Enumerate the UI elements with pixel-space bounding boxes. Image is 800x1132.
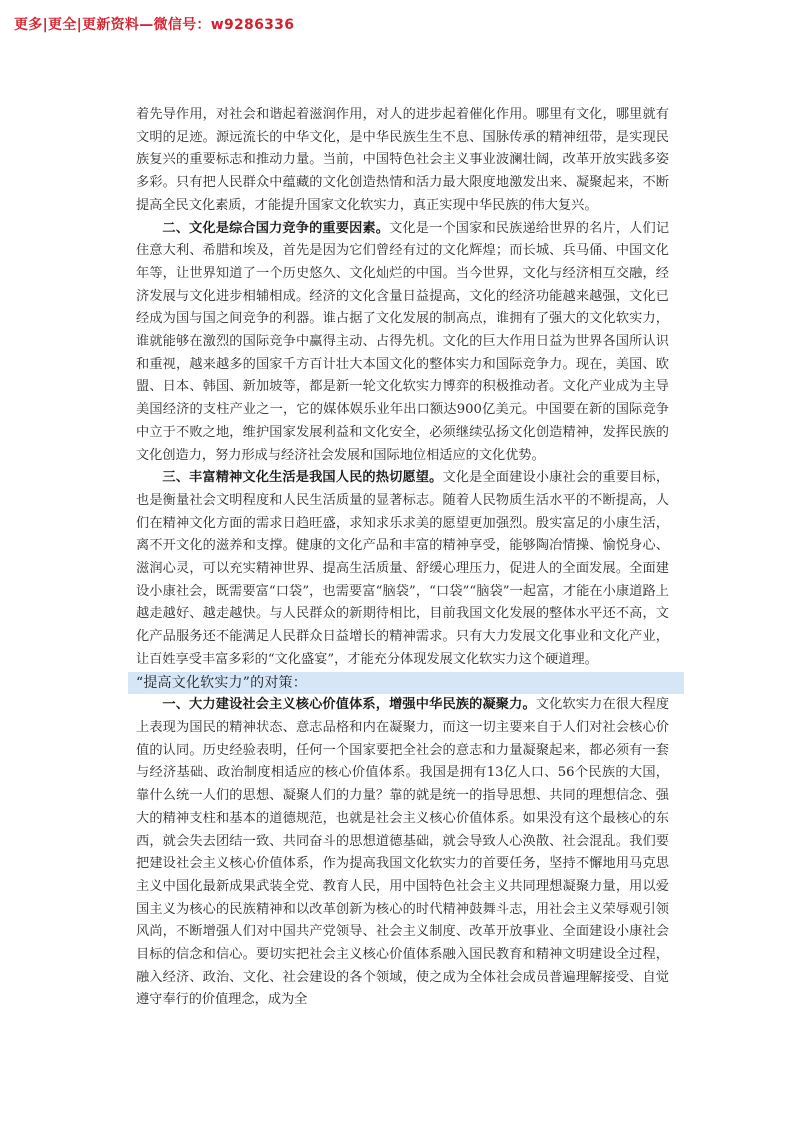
wechat-banner: 更多|更全|更新资料—微信号：w9286336	[14, 17, 295, 33]
paragraph-text: 着先导作用，对社会和谐起着滋润作用，对人的进步起着催化作用。哪里有文化，哪里就有文明的足迹。源远流长的中华文化，是中华民族生生不息、国脉传承的精神纽带，是实现民族复兴的重要标志和推动力量。当前，中国特色社会主义事业波澜壮阔，改革开放实践多姿多彩。只有把人民群众中蕴藏的文化创造热情和活力最大限度地激发出来、凝聚起来，不断提高全民文化素质，才能提升国家文化软实力，真正实现中华民族的伟大复兴。	[136, 107, 669, 213]
section-heading: “提高文化软实力”的对策：	[128, 672, 684, 695]
paragraph-point-2	[136, 218, 669, 468]
point-heading: 三、丰富精神文化生活是我国人民的热切愿望。	[162, 470, 443, 486]
paragraph-text: 文化是全面建设小康社会的重要目标，也是衡量社会文明程度和人民生活质量的显著标志。随着人民物质生活水平的不断提高，人们在精神文化方面的需求日趋旺盛，求知求乐求美的愿望更加强烈。殷实富足的小康生活，离不开文化的滋养和支撑。健康的文化产品和丰富的精神享受，能够陶冶情操、愉悦身心、滋润心灵，可以充实精神世界、提高生活质量、舒缓心理压力，促进人的全面发展。全面建设小康社会，既需要富“口袋”，也需要富“脑袋”，“口袋”“脑袋”一起富，才能在小康道路上越走越好、越走越快。与人民群众的新期待相比，目前我国文化发展的整体水平还不高，文化产品服务还不能满足人民群众日益增长的精神需求。只有大力发展文化事业和文化产业，让百姓享受丰富多彩的“文化盛宴”，才能充分体现发展文化软实力这个硬道理。	[136, 470, 670, 667]
paragraph-text: 文化是一个国家和民族递给世界的名片，人们记住意大利、希腊和埃及，首先是因为它们曾经有过的文化辉煌；而长城、兵马俑、中国文化年等，让世界知道了一个历史悠久、文化灿烂的中国。当今世界，文化与经济相互交融，经济发展与文化进步相辅相成。经济的文化含量日益提高，文化的经济功能越来越强，文化已经成为国与国之间竞争的利器。谁占据了文化发展的制高点，谁拥有了强大的文化软实力，谁就能够在激烈的国际竞争中赢得主动、占得先机。文化的巨大作用日益为世界各国所认识和重视，越来越多的国家千方百计壮大本国文化的整体实力和国际竞争力。现在，美国、欧盟、日本、韩国、新加坡等，都是新一轮文化软实力博弈的积极推动者。文化产业成为主导美国经济的支柱产业之一，它的媒体娱乐业年出口额达900亿美元。中国要在新的国际竞争中立于不败之地，维护国家发展利益和文化安全，必须继续弘扬文化创造精神，发挥民族的文化创造力，努力形成与经济社会发展和国际地位相适应的文化优势。	[136, 220, 670, 463]
document-body	[136, 104, 669, 1012]
paragraph-strategy-1	[136, 694, 669, 1012]
point-heading: 二、文化是综合国力竞争的重要因素。	[162, 220, 390, 236]
paragraph-text: 文化软实力在很大程度上表现为国民的精神状态、意志品格和内在凝聚力，而这一切主要来自于人们对社会核心价值的认同。历史经验表明，任何一个国家要把全社会的意志和力量凝聚起来，都必须有一套与经济基础、政治制度相适应的核心价值体系。我国是拥有13亿人口、56个民族的大国，靠什么统一人们的思想、凝聚人们的力量？靠的就是统一的指导思想、共同的理想信念、强大的精神支柱和基本的道德规范，也就是社会主义核心价值体系。如果没有这个最核心的东西，就会失去团结一致、共同奋斗的思想道德基础，就会导致人心涣散、社会混乱。我们要把建设社会主义核心价值体系，作为提高我国文化软实力的首要任务，坚持不懈地用马克思主义中国化最新成果武装全党、教育人民，用中国特色社会主义共同理想凝聚力量，用以爱国主义为核心的民族精神和以改革创新为核心的时代精神鼓舞斗志，用社会主义荣辱观引领风尚，不断增强人们对中国共产党领导、社会主义制度、改革开放事业、全面建设小康社会目标的信念和信心。要切实把社会主义核心价值体系融入国民教育和精神文明建设全过程，融入经济、政治、文化、社会建设的各个领域，使之成为全体社会成员普遍理解接受、自觉遵守奉行的价值理念，成为全	[136, 697, 670, 1008]
point-heading: 一、大力建设社会主义核心价值体系，增强中华民族的凝聚力。	[162, 697, 536, 713]
paragraph-intro	[136, 104, 669, 218]
paragraph-point-3	[136, 467, 669, 671]
